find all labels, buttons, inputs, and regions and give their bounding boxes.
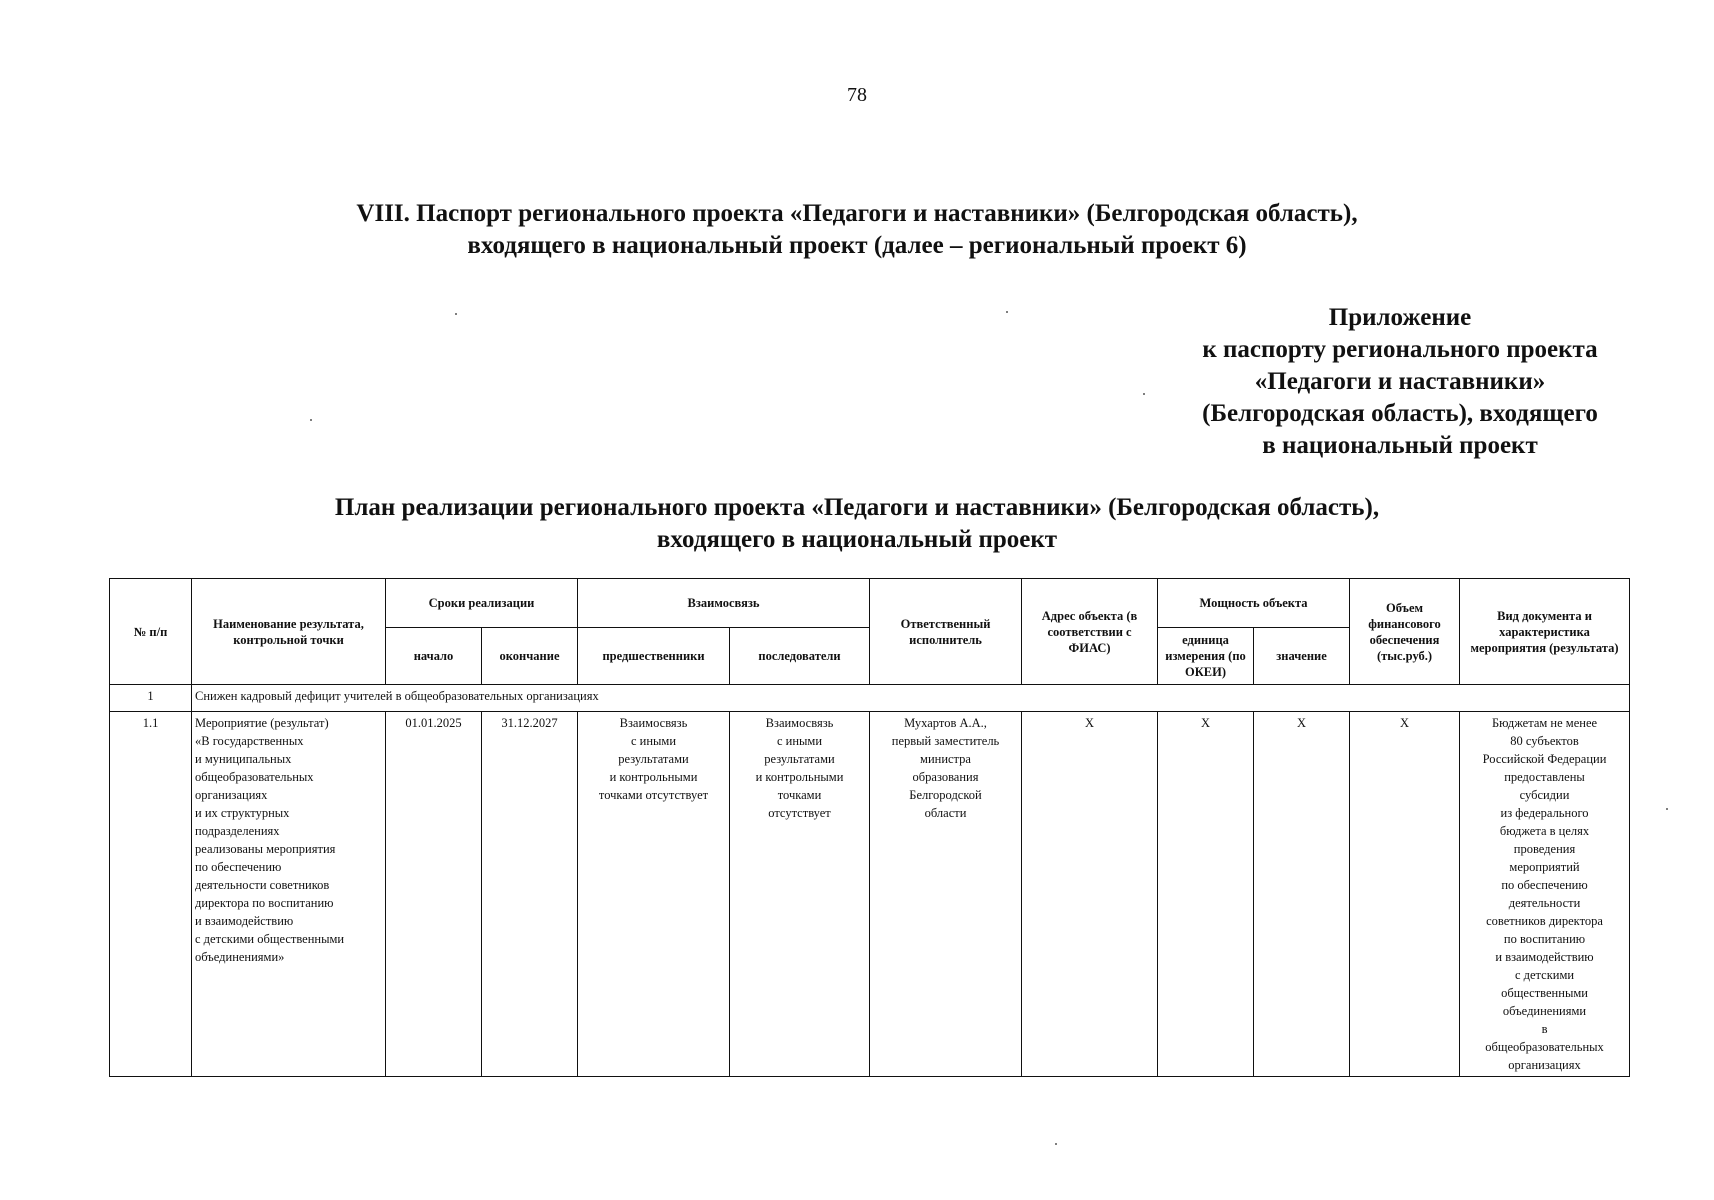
row-end: 31.12.2027 bbox=[482, 712, 578, 1077]
appendix-line-3: «Педагоги и наставники» bbox=[1254, 368, 1546, 395]
scan-speck bbox=[455, 313, 457, 315]
header-capacity: Мощность объекта bbox=[1158, 579, 1350, 628]
header-doc: Вид документа и характеристика мероприятия (результата) bbox=[1460, 579, 1630, 685]
page-number: 78 bbox=[847, 84, 867, 106]
header-terms-start: начало bbox=[386, 628, 482, 685]
header-financing: Объем финансового обеспечения (тыс.руб.) bbox=[1350, 579, 1460, 685]
section-text: Снижен кадровый дефицит учителей в общеобразовательных организациях bbox=[192, 685, 1630, 712]
section-num: 1 bbox=[110, 685, 192, 712]
row-doc: Бюджетам не менее 80 субъектов Российской Федерации предоставлены субсидии из федерального бюджета в целях проведения мероприятий по обеспечению деятельности советников директора по воспитанию и взаимодействию с детскими общественными объединениями в общеобразовательных организациях bbox=[1460, 712, 1630, 1077]
header-num: № п/п bbox=[110, 579, 192, 685]
header-responsible: Ответственный исполнитель bbox=[870, 579, 1022, 685]
row-financing: Х bbox=[1350, 712, 1460, 1077]
appendix-line-2: к паспорту регионального проекта bbox=[1202, 336, 1598, 363]
header-address: Адрес объекта (в соответствии с ФИАС) bbox=[1022, 579, 1158, 685]
row-value: Х bbox=[1254, 712, 1350, 1077]
header-link-pred: предшественники bbox=[578, 628, 730, 685]
row-pred: Взаимосвязь с иными результатами и контрольными точками отсутствует bbox=[578, 712, 730, 1077]
header-terms-end: окончание bbox=[482, 628, 578, 685]
row-responsible: Мухартов А.А., первый заместитель министра образования Белгородской области bbox=[870, 712, 1022, 1077]
table-row bbox=[110, 712, 1630, 1077]
row-num: 1.1 bbox=[110, 712, 192, 1077]
plan-title bbox=[0, 492, 1714, 556]
header-link: Взаимосвязь bbox=[578, 579, 870, 628]
scan-speck bbox=[1143, 393, 1145, 395]
row-address: Х bbox=[1022, 712, 1158, 1077]
scan-speck bbox=[310, 419, 312, 421]
row-name: Мероприятие (результат) «В государственных и муниципальных общеобразовательных организациях и их структурных подразделениях реализованы мероприятия по обеспечению деятельности советников директора по воспитанию и взаимодействию с детскими общественными объединениями» bbox=[192, 712, 386, 1077]
row-succ: Взаимосвязь с иными результатами и контрольными точками отсутствует bbox=[730, 712, 870, 1077]
appendix-line-5: в национальный проект bbox=[1262, 432, 1538, 459]
scan-speck bbox=[1055, 1143, 1057, 1145]
header-capacity-value: значение bbox=[1254, 628, 1350, 685]
row-start: 01.01.2025 bbox=[386, 712, 482, 1077]
header-link-succ: последователи bbox=[730, 628, 870, 685]
section-title-line-1: VIII. Паспорт регионального проекта «Педагоги и наставники» (Белгородская область), bbox=[356, 200, 1358, 227]
plan-table bbox=[109, 578, 1630, 1077]
header-name: Наименование результата, контрольной точки bbox=[192, 579, 386, 685]
section-title-line-2: входящего в национальный проект (далее – региональный проект 6) bbox=[467, 232, 1247, 259]
section-title bbox=[0, 198, 1714, 262]
plan-title-line-1: План реализации регионального проекта «Педагоги и наставники» (Белгородская область), bbox=[334, 494, 1380, 521]
scan-speck bbox=[1006, 311, 1008, 313]
appendix-line-4: (Белгородская область), входящего bbox=[1202, 400, 1598, 427]
plan-title-line-2: входящего в национальный проект bbox=[656, 526, 1058, 553]
table-section-row bbox=[110, 685, 1630, 712]
header-terms: Сроки реализации bbox=[386, 579, 578, 628]
appendix-line-1: Приложение bbox=[1328, 304, 1472, 331]
appendix-block bbox=[1140, 302, 1660, 462]
scan-speck bbox=[1666, 808, 1668, 810]
header-capacity-unit: единица измерения (по ОКЕИ) bbox=[1158, 628, 1254, 685]
row-unit: Х bbox=[1158, 712, 1254, 1077]
